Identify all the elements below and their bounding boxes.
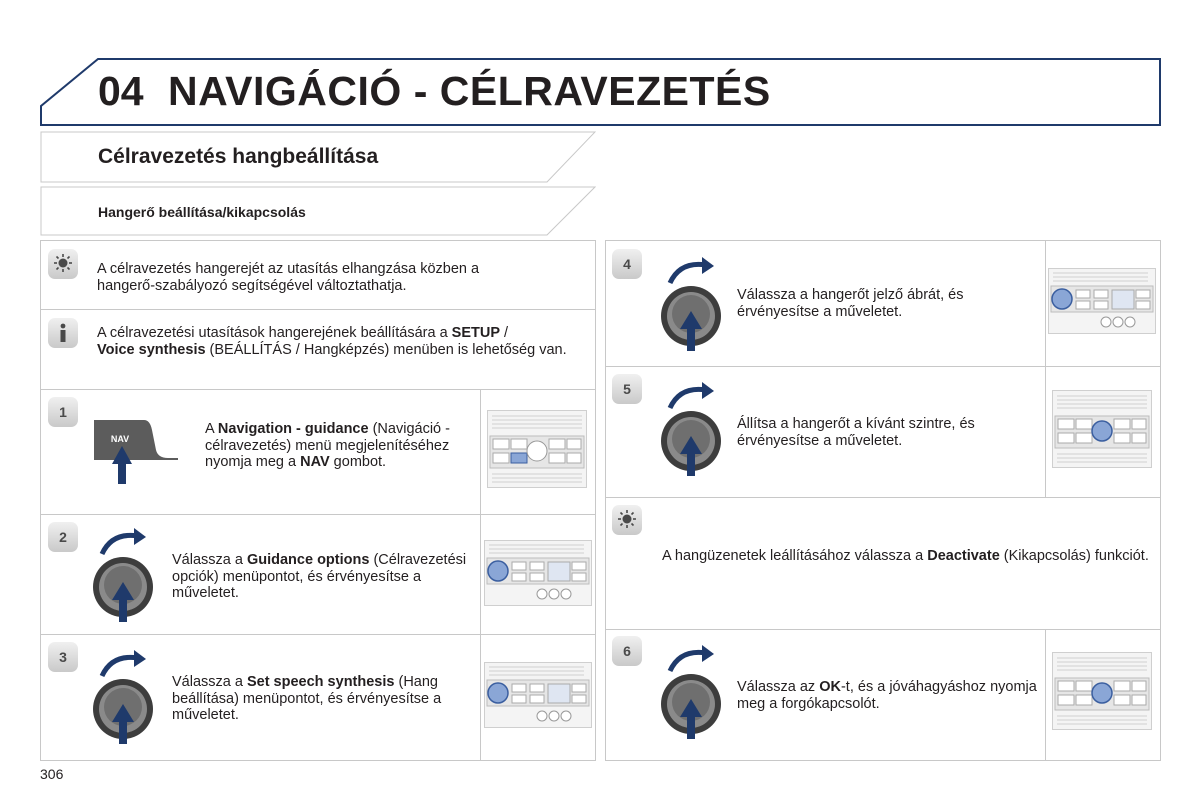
rotary-knob-icon (658, 382, 728, 478)
divider (605, 366, 1161, 367)
info-icon (48, 318, 78, 348)
nav-button-icon (92, 420, 182, 486)
rotary-knob-icon (658, 257, 728, 353)
step-badge-4: 4 (612, 249, 642, 279)
step-badge-2: 2 (48, 522, 78, 552)
lightbulb-icon (48, 249, 78, 279)
lightbulb-icon (612, 505, 642, 535)
radio-panel-image (487, 410, 587, 488)
radio-panel-image (484, 662, 592, 728)
section-title: Célravezetés hangbeállítása (98, 145, 379, 168)
divider (40, 309, 596, 310)
divider (40, 389, 596, 390)
radio-panel-image (484, 540, 592, 606)
info-text: A célravezetési utasítások hangerejének beállítására a SETUP / Voice synthesis (BEÁLLÍTÁS / Hangképzés) menüben is lehetőség van. (97, 325, 567, 358)
step-5-text: Állítsa a hangerőt a kívánt szintre, és érvényesítse a műveletet. (737, 416, 975, 449)
step-badge-1: 1 (48, 397, 78, 427)
nav-button-label: NAV (110, 434, 130, 444)
chapter-number: 04 (98, 68, 144, 114)
radio-panel-image (1052, 652, 1152, 730)
step-badge-6: 6 (612, 636, 642, 666)
subsection-title: Hangerő beállítása/kikapcsolás (98, 204, 306, 220)
step-1-text: A Navigation - guidance (Navigáció - célravezetés) menü megjelenítéséhez nyomja meg a NAV gombot. (205, 421, 450, 470)
step-badge-5: 5 (612, 374, 642, 404)
divider (605, 497, 1161, 498)
divider (480, 389, 481, 761)
page-number: 306 (40, 766, 64, 782)
divider (40, 634, 596, 635)
divider (40, 514, 596, 515)
rotary-knob-icon (90, 528, 160, 624)
step-6-text: Válassza az OK-t, és a jóváhagyáshoz nyomja meg a forgókapcsolót. (737, 679, 1037, 712)
divider (605, 629, 1161, 630)
divider (1045, 240, 1046, 497)
chapter-title: NAVIGÁCIÓ - CÉLRAVEZETÉS (168, 68, 771, 114)
rotary-knob-icon (658, 645, 728, 741)
step-3-text: Válassza a Set speech synthesis (Hang beállítása) menüpontot, és érvényesítse a műveletet. (172, 674, 442, 723)
step-4-text: Válassza a hangerőt jelző ábrát, és érvényesítse a műveletet. (737, 287, 964, 320)
rotary-knob-icon (90, 650, 160, 746)
step-badge-3: 3 (48, 642, 78, 672)
step-2-text: Válassza a Guidance options (Célravezetési opciók) menüpontot, és érvényesítse a műveletet. (172, 552, 467, 601)
radio-panel-image (1052, 390, 1152, 468)
right-tip-text: A hangüzenetek leállításához válassza a Deactivate (Kikapcsolás) funkciót. (662, 548, 1149, 564)
radio-panel-image (1048, 268, 1156, 334)
tip-text: A célravezetés hangerejét az utasítás elhangzása közben a hangerő-szabályozó segítségével változtathatja. (97, 261, 480, 294)
divider (1045, 629, 1046, 761)
